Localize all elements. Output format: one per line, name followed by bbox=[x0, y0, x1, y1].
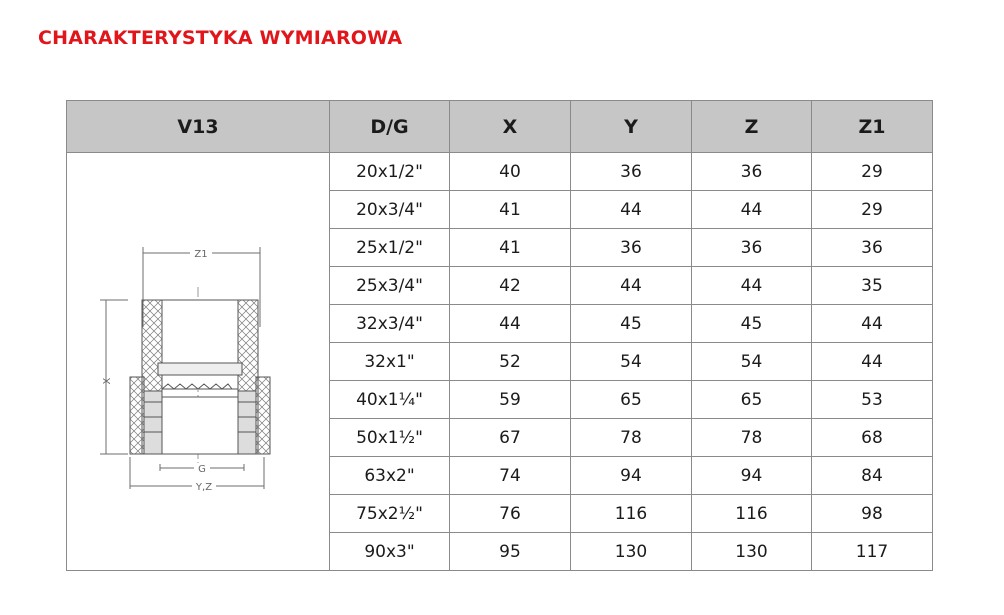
header-y: Y bbox=[571, 101, 692, 153]
cell-dg: 32x3/4" bbox=[330, 305, 450, 343]
header-z: Z bbox=[692, 101, 812, 153]
cell-z: 78 bbox=[692, 419, 812, 457]
cell-z: 65 bbox=[692, 381, 812, 419]
cell-y: 65 bbox=[571, 381, 692, 419]
cell-x: 95 bbox=[450, 533, 571, 571]
cell-y: 44 bbox=[571, 191, 692, 229]
header-x: X bbox=[450, 101, 571, 153]
cell-x: 41 bbox=[450, 229, 571, 267]
cell-z1: 68 bbox=[812, 419, 933, 457]
cell-y: 78 bbox=[571, 419, 692, 457]
cell-x: 40 bbox=[450, 153, 571, 191]
fitting-cross-section-drawing bbox=[98, 227, 298, 497]
table-header-row bbox=[67, 101, 933, 153]
cell-z: 116 bbox=[692, 495, 812, 533]
cell-z1: 117 bbox=[812, 533, 933, 571]
page-title: CHARAKTERYSTYKA WYMIAROWA bbox=[38, 27, 403, 49]
cell-x: 76 bbox=[450, 495, 571, 533]
cell-z1: 36 bbox=[812, 229, 933, 267]
cell-z1: 44 bbox=[812, 343, 933, 381]
cell-z: 45 bbox=[692, 305, 812, 343]
cell-dg: 20x1/2" bbox=[330, 153, 450, 191]
dimension-label-g: G bbox=[198, 463, 206, 475]
cell-z1: 29 bbox=[812, 153, 933, 191]
dimension-label-yz: Y,Z bbox=[195, 481, 213, 493]
cell-z1: 29 bbox=[812, 191, 933, 229]
cell-y: 44 bbox=[571, 267, 692, 305]
technical-drawing-cell bbox=[67, 153, 330, 571]
cell-dg: 63x2" bbox=[330, 457, 450, 495]
cell-dg: 25x1/2" bbox=[330, 229, 450, 267]
cell-x: 41 bbox=[450, 191, 571, 229]
cell-z: 44 bbox=[692, 267, 812, 305]
cell-z: 36 bbox=[692, 153, 812, 191]
cell-y: 116 bbox=[571, 495, 692, 533]
header-dg: D/G bbox=[330, 101, 450, 153]
cell-y: 130 bbox=[571, 533, 692, 571]
cell-x: 44 bbox=[450, 305, 571, 343]
cell-dg: 75x2½" bbox=[330, 495, 450, 533]
cell-x: 59 bbox=[450, 381, 571, 419]
cell-dg: 20x3/4" bbox=[330, 191, 450, 229]
dimension-label-z1: Z1 bbox=[194, 248, 208, 260]
cell-z: 36 bbox=[692, 229, 812, 267]
cell-z: 44 bbox=[692, 191, 812, 229]
cell-dg: 90x3" bbox=[330, 533, 450, 571]
cell-z: 54 bbox=[692, 343, 812, 381]
cell-z: 94 bbox=[692, 457, 812, 495]
cell-dg: 25x3/4" bbox=[330, 267, 450, 305]
cell-x: 74 bbox=[450, 457, 571, 495]
header-v13: V13 bbox=[67, 101, 330, 153]
cell-z1: 35 bbox=[812, 267, 933, 305]
cell-dg: 32x1" bbox=[330, 343, 450, 381]
cell-z1: 44 bbox=[812, 305, 933, 343]
dimension-table bbox=[66, 100, 933, 571]
table-row bbox=[67, 153, 933, 191]
cell-x: 67 bbox=[450, 419, 571, 457]
cell-x: 42 bbox=[450, 267, 571, 305]
cell-z: 130 bbox=[692, 533, 812, 571]
cell-x: 52 bbox=[450, 343, 571, 381]
cell-y: 94 bbox=[571, 457, 692, 495]
cell-z1: 98 bbox=[812, 495, 933, 533]
cell-dg: 40x1¼" bbox=[330, 381, 450, 419]
cell-z1: 53 bbox=[812, 381, 933, 419]
cell-z1: 84 bbox=[812, 457, 933, 495]
cell-y: 36 bbox=[571, 153, 692, 191]
cell-dg: 50x1½" bbox=[330, 419, 450, 457]
header-z1: Z1 bbox=[812, 101, 933, 153]
cell-y: 54 bbox=[571, 343, 692, 381]
dimension-label-x: X bbox=[102, 377, 113, 384]
cell-y: 45 bbox=[571, 305, 692, 343]
cell-y: 36 bbox=[571, 229, 692, 267]
